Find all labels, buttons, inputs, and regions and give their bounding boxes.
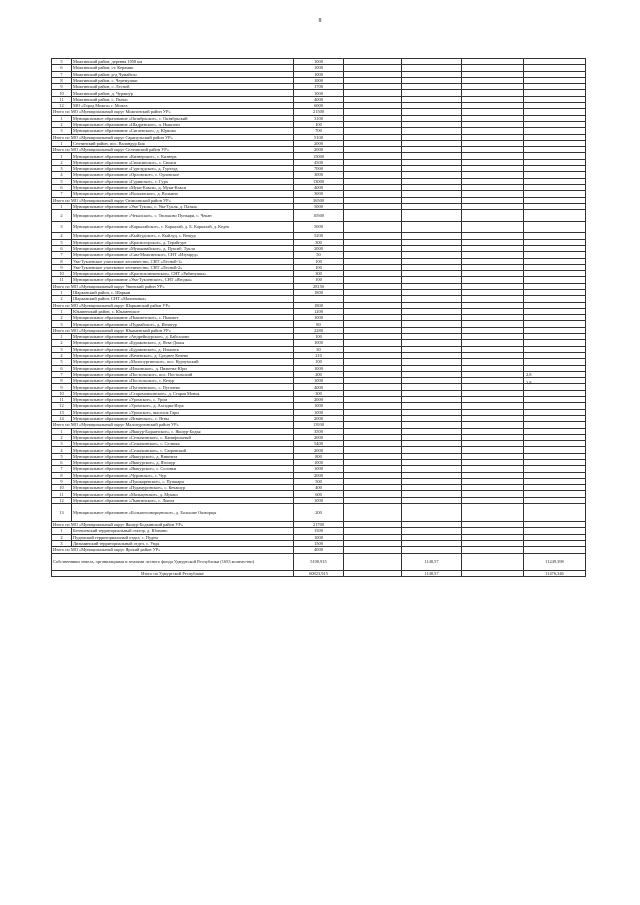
row-number: 5 (52, 453, 72, 459)
area-value: 4000 (294, 384, 344, 390)
grand-total-extra-1: 1148,57 (402, 570, 462, 576)
area-value: 100 (294, 334, 344, 340)
row-number: 3 (52, 441, 72, 447)
area-value: 1800 (294, 302, 344, 308)
area-value: 2000 (294, 415, 344, 421)
area-value: 100 (294, 359, 344, 365)
area-value: 2000 (294, 245, 344, 251)
area-value: 5000 (294, 221, 344, 233)
settlement-name: Муниципальное образование «Сюмсинское», с. Сюмси (72, 159, 294, 165)
row-number: 7 (52, 191, 72, 197)
empty-cell (524, 221, 586, 233)
row-number: 2 (52, 315, 72, 321)
grand-total-value: 60823,915 (294, 570, 344, 576)
row-number: 1 (52, 334, 72, 340)
area-value: 1000 (294, 315, 344, 321)
settlement-name: Муниципальное образование «Якшурское», д. Вишнега (72, 453, 294, 459)
settlement-name: Муниципальное образование «Красногорское», д. Терайгурт (72, 239, 294, 245)
row-number: 2 (52, 434, 72, 440)
area-value: 2000 (294, 434, 344, 440)
row-number: 10 (52, 485, 72, 491)
area-value: 2000 (294, 472, 344, 478)
settlement-name: Муниципальное образование «Кизнерское», с. Кизнерь (72, 153, 294, 159)
table-row (52, 504, 586, 522)
table-row (52, 221, 586, 233)
area-value: 30 (294, 346, 344, 352)
settlement-name: Муниципальное образование «Якшур-Бодьинское», с. Якшур-Бодья (72, 428, 294, 434)
area-value: 1000 (294, 466, 344, 472)
row-number: 11 (52, 491, 72, 497)
empty-cell (402, 504, 462, 522)
empty-cell (462, 504, 524, 522)
settlement-name: МО «Город Можга» г. Можга (72, 103, 294, 109)
row-number: 8 (52, 378, 72, 384)
subtotal-label: Итого по МО «Муниципальный округ Сарапульский район УР» (52, 134, 294, 140)
area-value: 4000 (294, 547, 344, 553)
row-number: 6 (52, 245, 72, 251)
settlement-name: Ува-Тукленское участковое лесничество, СНТ «Лесной-1» (72, 258, 294, 264)
area-value: 50 (294, 252, 344, 258)
row-number: 1 (52, 140, 72, 146)
area-value: 1500 (294, 528, 344, 534)
area-value: 80 (294, 321, 344, 327)
settlement-name: Ува-Тукленское участковое лесничество, СНТ «Лесной-2» (72, 264, 294, 270)
area-value: 1000 (294, 340, 344, 346)
area-value: 500 (294, 478, 344, 484)
subtotal-label: Итого по МО «Муниципальный округ Малопургинский район УР» (52, 422, 294, 428)
area-value: 5000 (294, 203, 344, 209)
settlement-name: Муниципальное образование «Кыйлудское», с. Кыйлуд, с. Вещур (72, 233, 294, 239)
settlement-name: Муниципальное образование «Ува-Тукля», с. Ува-Тукля, д. Пазяль (72, 203, 294, 209)
row-number: 3 (52, 166, 72, 172)
row-number: 12 (52, 103, 72, 109)
area-value: 36500 (294, 197, 344, 203)
settlement-name: Муниципальное образование «Селычинское», с. Сельчка (72, 441, 294, 447)
subtotal-label: Итого по МО «Муниципальный округ Шарканский район УР» (52, 302, 294, 308)
settlement-name: Можгинский район, деревня 1058 км (72, 59, 294, 65)
row-number: 3 (52, 346, 72, 352)
settlement-name: Муниципальное образование «Мушковайское», д. Пуксиб, Тукля (72, 245, 294, 251)
settlement-name: Пудемский территориальный отдел, с. Пудем (72, 534, 294, 540)
row-number: 2 (52, 210, 72, 222)
settlement-name: Можгинский район, с. Лесной (72, 84, 294, 90)
settlement-name: Муниципальное образование «Ягвинское», с. Ягвы (72, 415, 294, 421)
area-value: 4000 (294, 184, 344, 190)
settlement-name: Шарканский район, СНТ «Малиновка» (72, 296, 294, 302)
settlement-name: Муниципальное образование «Сигаевское», д. Юрково (72, 128, 294, 134)
area-value: 5200 (294, 233, 344, 239)
settlement-name: Муниципальное образование «Якшурское», д. Ягошур (72, 460, 294, 466)
area-value: 700 (294, 128, 344, 134)
row-number: 5 (52, 178, 72, 184)
row-number: 3 (52, 128, 72, 134)
row-number: 5 (52, 59, 72, 65)
empty-cell (462, 210, 524, 222)
settlement-name: Муниципальное образование «Чуровское», с. Чур (72, 472, 294, 478)
settlement-name: Муниципальное образование «Орловское», с. Орловское (72, 172, 294, 178)
empty-cell (402, 210, 462, 222)
subtotal-label: Итого по МО «Муниципальный округ Можгинский район УР» (52, 109, 294, 115)
settlement-name: Муниципальное образование «Кечевское», д. Среднее Кечево (72, 352, 294, 358)
row-number: 2 (52, 534, 72, 540)
row-number: 13 (52, 409, 72, 415)
settlement-name: Можгинский район, д. Чурашур (72, 90, 294, 96)
row-number: 8 (52, 258, 72, 264)
table-body (52, 59, 586, 577)
row-number: 1 (52, 289, 72, 295)
area-value: 100 (294, 277, 344, 283)
settlement-name: Муниципальное образование «Чекалское», с. Тюльково Пуньяри, с. Чекан (72, 210, 294, 222)
row-number: 12 (52, 497, 72, 503)
area-value: 7000 (294, 166, 344, 172)
settlement-name: Муниципальное образование «Октябрьское», с. Октябрьский (72, 115, 294, 121)
row-number: 8 (52, 77, 72, 83)
settlement-name: Муниципальное образование «Постольское», пос. Постольский (72, 371, 294, 377)
settlement-name: Дизьминский территориальный отдел, с. Увдя (72, 540, 294, 546)
row-number: 10 (52, 90, 72, 96)
empty-cell (344, 553, 402, 570)
area-value: 2000 (294, 140, 344, 146)
settlement-name: Муниципальное образование «Сям-Можгинское», СНТ «Изумруд» (72, 252, 294, 258)
row-number: 10 (52, 271, 72, 277)
area-value: 2000 (294, 147, 344, 153)
settlement-name: Шарканский район, с. Шаркан (72, 289, 294, 295)
empty-cell (344, 210, 402, 222)
settlement-name: Муниципальное образование «Якшурское», с. Соловьи (72, 466, 294, 472)
row-number: 11 (52, 277, 72, 283)
summary-value: 5100,915 (294, 553, 344, 570)
settlement-name: Можгинский район, с. Черемушки (72, 77, 294, 83)
row-number: 2 (52, 296, 72, 302)
settlement-name: Муниципальное образование «Малопургинское», пос. Курчумский (72, 359, 294, 365)
area-value: 2000 (294, 447, 344, 453)
settlement-name: Муниципальное образование «Бураковское», д. Ильинск (72, 346, 294, 352)
row-number: 2 (52, 121, 72, 127)
empty-cell (344, 570, 402, 576)
row-number: 11 (52, 96, 72, 102)
row-number: 4 (52, 233, 72, 239)
settlement-name: Муниципальное образование «Гуртлудское», д. Гуртлуд (72, 166, 294, 172)
row-number: 2 (52, 159, 72, 165)
area-value: 600 (294, 491, 344, 497)
row-number: 6 (52, 65, 72, 71)
row-number: 9 (52, 384, 72, 390)
empty-cell (524, 210, 586, 222)
empty-cell (402, 221, 462, 233)
row-number: 11 (52, 397, 72, 403)
settlement-name: Муниципальное образование «Ильинское», д. Пиженье Юри (72, 365, 294, 371)
settlement-name: Муниципальное образование «Лынгинское», с. Лынга (72, 497, 294, 503)
settlement-name: Селтинский район, пос. Валандур Бия (72, 140, 294, 146)
row-number: 2 (52, 340, 72, 346)
row-number: 1 (52, 153, 72, 159)
settlement-name: Муниципальное образование «Вольинское», д. Вольино (72, 191, 294, 197)
area-value: 300 (294, 239, 344, 245)
row-number: 4 (52, 172, 72, 178)
row-number: 7 (52, 371, 72, 377)
settlement-name: Муниципальное образование «Муки-Какси», д. Муки-Какси (72, 184, 294, 190)
area-value: 1000 (294, 409, 344, 415)
settlement-name: Можгинский район, р-д Чумайтло (72, 71, 294, 77)
subtotal-label: Итого по МО «Муниципальный округ Селтинский район УР» (52, 147, 294, 153)
empty-cell (344, 504, 402, 522)
grand-total-row (52, 570, 586, 576)
empty-cell (462, 553, 524, 570)
area-value: 1200 (294, 308, 344, 314)
area-value: 200 (294, 504, 344, 522)
area-value: 1000 (294, 497, 344, 503)
data-table (51, 58, 586, 577)
area-value: 1700 (294, 84, 344, 90)
area-value: 1000 (294, 59, 344, 65)
area-value: 1000 (294, 460, 344, 466)
row-number: 4 (52, 447, 72, 453)
area-value: 100 (294, 264, 344, 270)
subtotal-label: Итого по МО «Муниципальный округ Юкаменский район УР» (52, 327, 294, 333)
empty-cell (462, 221, 524, 233)
area-value: 13930 (294, 422, 344, 428)
settlement-name: Муниципальное образование «Пудамуронское», с. Кечашур (72, 485, 294, 491)
area-value: 10500 (294, 210, 344, 222)
area-value: 100 (294, 121, 344, 127)
summary-extra-2: 11249,398 (524, 553, 586, 570)
settlement-name: Муниципальное образование «Пушкаревское», с. Пушкари (72, 478, 294, 484)
settlement-name: Муниципальное образование «Селычинское», с. Канифольный (72, 434, 294, 440)
empty-cell (524, 504, 586, 522)
row-number: 3 (52, 540, 72, 546)
settlement-name: Можгинский район, с. Пычас (72, 96, 294, 102)
row-number: 5 (52, 239, 72, 245)
summary-extra-1: 1148,57 (402, 553, 462, 570)
area-value: 300 (294, 271, 344, 277)
row-number: 7 (52, 252, 72, 258)
area-value: 21500 (294, 109, 344, 115)
area-value: 6000 (294, 103, 344, 109)
settlement-name: Можгинский район, ст. Керамик (72, 65, 294, 71)
row-number: 6 (52, 365, 72, 371)
area-value: 210 (294, 352, 344, 358)
settlement-name: Муниципальное образование «Гуринское», с. Гура (72, 178, 294, 184)
area-value: 1000 (294, 378, 344, 384)
subtotal-label: Итого по МО «Муниципальный округ Увинский район УР» (52, 283, 294, 289)
settlement-name: Бегешевский территориальный сектор, д. Юхнино (72, 528, 294, 534)
area-value: 5100 (294, 134, 344, 140)
row-number: 1 (52, 428, 72, 434)
settlement-name: Муниципальное образование «Селычинское», с. Сюровский (72, 447, 294, 453)
grand-total-label: Итого по Удмуртской Республике (52, 570, 294, 576)
settlement-name: Муниципальное образование «Бураковское», д. Ягва-Докья (72, 340, 294, 346)
area-value: 3100 (294, 115, 344, 121)
area-value: 1000 (294, 90, 344, 96)
row-number: 1 (52, 528, 72, 534)
area-value: 4500 (294, 159, 344, 165)
row-number: 14 (52, 415, 72, 421)
subtotal-label: Итого по МО «Муниципальный округ Ярский район УР» (52, 547, 294, 553)
page-number: 8 (318, 18, 322, 24)
settlement-name: Муниципальное образование «Пугачевское», с. Пугачево (72, 384, 294, 390)
settlement-name: Муниципальное образование «Пудвайское», д. Игнатур (72, 321, 294, 327)
settlement-name: Муниципальное образование «Уромское», д. Ахгадва-Игра (72, 403, 294, 409)
margin-mark: 2,8 (526, 380, 532, 385)
area-value: 1000 (294, 77, 344, 83)
grand-total-extra-2: 11476,346 (524, 570, 586, 576)
settlement-name: Муниципальное образование «Мальцевское», д. Мукаш (72, 491, 294, 497)
area-value: 2000 (294, 397, 344, 403)
area-value: 1000 (294, 365, 344, 371)
settlement-name: Юкаменский район, с. Юкаменское (72, 308, 294, 314)
area-value: 28150 (294, 283, 344, 289)
area-value: 13000 (294, 178, 344, 184)
subtotal-label: Итого по МО «Муниципальный округ Сюмсинский район УР» (52, 197, 294, 203)
settlement-name: Муниципальное образование «Уромское», с. Уром (72, 397, 294, 403)
row-number: 1 (52, 115, 72, 121)
row-number: 3 (52, 221, 72, 233)
area-value: 1500 (294, 540, 344, 546)
empty-cell (462, 570, 524, 576)
area-value: 1800 (294, 289, 344, 295)
table-row (52, 210, 586, 222)
area-value: 3000 (294, 191, 344, 197)
subtotal-label: Итого по МО «Муниципальный округ Якшур-Бодьинский район УР» (52, 522, 294, 528)
area-value: 3000 (294, 172, 344, 178)
area-value: 1000 (294, 534, 344, 540)
settlement-name: Муниципальное образование «Шадренское», п. Ныкпати (72, 121, 294, 127)
area-value: 300 (294, 390, 344, 396)
area-value: 3500 (294, 428, 344, 434)
area-value: 2280 (294, 327, 344, 333)
row-number: 1 (52, 203, 72, 209)
area-value: 400 (294, 485, 344, 491)
settlement-name: Муниципальное образование «Большеошворцевское», д. Большие Ошворцы (72, 504, 294, 522)
row-number: 6 (52, 184, 72, 190)
row-number: 7 (52, 466, 72, 472)
settlement-name: Муниципальное образование «Красноключинское», СНТ «Рябинушка» (72, 271, 294, 277)
row-number: 9 (52, 264, 72, 270)
summary-row (52, 553, 586, 570)
row-number: 12 (52, 403, 72, 409)
area-value: 5400 (294, 441, 344, 447)
area-value: 800 (294, 453, 344, 459)
settlement-name: Муниципальное образование «Андрейшурское», д. Байсалово (72, 334, 294, 340)
empty-cell (344, 221, 402, 233)
area-value: 1000 (294, 65, 344, 71)
settlement-name: Муниципальное образование «Старомоньинское», д. Старая Монья (72, 390, 294, 396)
row-number: 8 (52, 472, 72, 478)
row-number: 4 (52, 352, 72, 358)
area-value: 100 (294, 258, 344, 264)
row-number: 6 (52, 460, 72, 466)
settlement-name: Муниципальное образование «Пышкетское», с. Пышкет (72, 315, 294, 321)
row-number: 3 (52, 321, 72, 327)
settlement-name: Муниципальное образование «Ува-Тукленское», СНТ «Ягодка» (72, 277, 294, 283)
row-number: 5 (52, 359, 72, 365)
row-number: 9 (52, 84, 72, 90)
area-value: 15000 (294, 153, 344, 159)
settlement-name: Муниципальное образование «Постольское», с. Кечур (72, 378, 294, 384)
area-value: 1000 (294, 403, 344, 409)
area-value: 4000 (294, 96, 344, 102)
summary-label: Собственники земель, организациями и землями лесного фонда Удмуртской Республики (1653 количество) (52, 553, 294, 570)
row-number: 13 (52, 504, 72, 522)
area-value: 21700 (294, 522, 344, 528)
row-number: 9 (52, 478, 72, 484)
settlement-name: Муниципальное образование «Уромское», выселок Гари (72, 409, 294, 415)
settlement-name: Муниципальное образование «Каркалайское», с. Каркалай, д. Б. Каркалай, д. Кедек (72, 221, 294, 233)
row-number: 10 (52, 390, 72, 396)
row-number: 1 (52, 308, 72, 314)
row-number: 7 (52, 71, 72, 77)
margin-mark: 2,8 (526, 372, 532, 377)
area-value: 200 (294, 371, 344, 377)
area-value: 1000 (294, 71, 344, 77)
